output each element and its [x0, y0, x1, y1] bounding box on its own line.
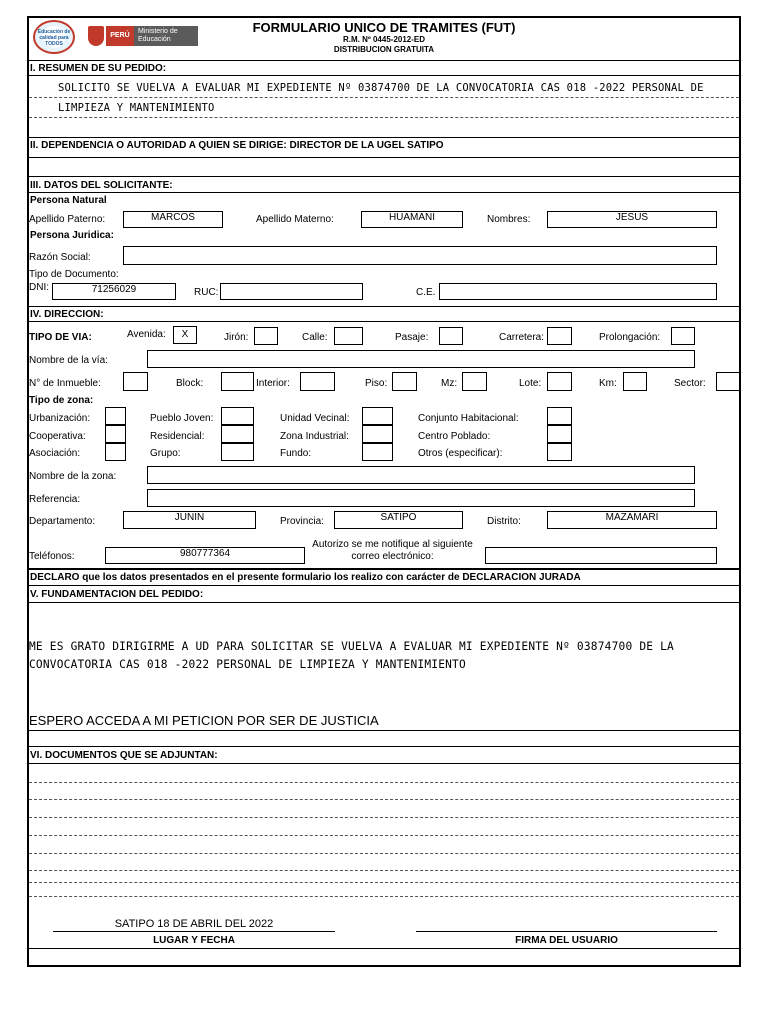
provincia-field[interactable]: SATIPO	[334, 511, 463, 529]
dotted-line	[29, 782, 739, 783]
carretera-label: Carretera:	[499, 332, 545, 343]
fundo-checkbox[interactable]	[362, 443, 393, 461]
grupo-label: Grupo:	[150, 448, 181, 459]
place-date-line	[53, 931, 335, 932]
sector-field[interactable]	[716, 372, 740, 391]
property-number-label: N° de Inmueble:	[29, 378, 101, 389]
dotted-line	[29, 817, 739, 818]
notify-label-line-1: Autorizo se me notifique al siguiente	[312, 539, 473, 550]
paterno-label: Apellido Paterno:	[29, 214, 106, 225]
ministry-logo: Ministerio de Educación	[134, 26, 198, 46]
ruc-field[interactable]	[220, 283, 363, 300]
dni-field[interactable]: 71256029	[52, 283, 176, 300]
divider	[27, 585, 741, 586]
ce-field[interactable]	[439, 283, 717, 300]
property-number-field[interactable]	[123, 372, 148, 391]
dni-label: DNI:	[29, 282, 49, 293]
zone-name-field[interactable]	[147, 466, 695, 484]
divider	[27, 306, 741, 307]
via-name-field[interactable]	[147, 350, 695, 368]
block-field[interactable]	[221, 372, 254, 391]
summary-line-1: SOLICITO SE VUELVA A EVALUAR MI EXPEDIENTE Nº 03874700 DE LA CONVOCATORIA CAS 018 -2022 PERSONAL DE	[58, 82, 704, 94]
divider	[27, 948, 741, 949]
calle-checkbox[interactable]	[334, 327, 363, 345]
ce-label: C.E.	[416, 287, 436, 298]
materno-field[interactable]: HUAMANI	[361, 211, 463, 228]
conjunto-label: Conjunto Habitacional:	[418, 413, 519, 424]
rm-number: R.M. Nº 0445-2012-ED	[342, 35, 426, 44]
block-label: Block:	[176, 378, 204, 389]
divider	[27, 75, 741, 76]
zona-industrial-checkbox[interactable]	[362, 425, 393, 443]
place-date-value: SATIPO 18 DE ABRIL DEL 2022	[114, 918, 274, 930]
distrito-field[interactable]: MAZAMARI	[547, 511, 717, 529]
nombres-field[interactable]: JESUS	[547, 211, 717, 228]
foundation-line-2: CONVOCATORIA CAS 018 -2022 PERSONAL DE LIMPIEZA Y MANTENIMIENTO	[29, 658, 466, 671]
otros-checkbox[interactable]	[547, 443, 572, 461]
prolongacion-label: Prolongación:	[599, 332, 661, 343]
section-1-title: I. RESUMEN DE SU PEDIDO:	[30, 63, 167, 74]
km-field[interactable]	[623, 372, 647, 391]
divider	[27, 746, 741, 747]
peru-logo: PERÚ	[106, 26, 134, 46]
dotted-line	[29, 896, 739, 897]
place-date-label: LUGAR Y FECHA	[153, 935, 235, 946]
lote-label: Lote:	[519, 378, 542, 389]
referencia-label: Referencia:	[29, 494, 81, 505]
jiron-label: Jirón:	[224, 332, 249, 343]
telefonos-field[interactable]: 980777364	[105, 547, 305, 564]
divider	[27, 763, 741, 764]
zone-name-label: Nombre de la zona:	[29, 471, 117, 482]
km-label: Km:	[599, 378, 617, 389]
grupo-checkbox[interactable]	[221, 443, 254, 461]
distribution-note: DISTRIBUCION GRATUITA	[333, 45, 435, 54]
zona-industrial-label: Zona Industrial:	[280, 431, 349, 442]
jiron-checkbox[interactable]	[254, 327, 278, 345]
asociacion-label: Asociación:	[29, 448, 81, 459]
pasaje-checkbox[interactable]	[439, 327, 463, 345]
via-name-label: Nombre de la vía:	[29, 355, 108, 366]
divider	[27, 60, 741, 61]
nombres-label: Nombres:	[487, 214, 531, 225]
fundo-label: Fundo:	[280, 448, 312, 459]
distrito-label: Distrito:	[487, 516, 521, 527]
mz-field[interactable]	[462, 372, 487, 391]
departamento-label: Departamento:	[29, 516, 96, 527]
razon-label: Razón Social:	[29, 252, 91, 263]
sworn-declaration: DECLARO que los datos presentados en el presente formulario los realizo con carácter de DECLARACION JURADA	[30, 572, 581, 583]
natural-person-title: Persona Natural	[30, 195, 107, 206]
pueblo-joven-label: Pueblo Joven:	[150, 413, 214, 424]
via-type-label: TIPO DE VIA:	[29, 332, 92, 343]
dotted-line	[29, 853, 739, 854]
pasaje-label: Pasaje:	[395, 332, 429, 343]
residencial-checkbox[interactable]	[221, 425, 254, 443]
referencia-field[interactable]	[147, 489, 695, 507]
urbanizacion-checkbox[interactable]	[105, 407, 126, 425]
notify-label-line-2: correo electrónico:	[351, 551, 434, 562]
centro-poblado-checkbox[interactable]	[547, 425, 572, 443]
prolongacion-checkbox[interactable]	[671, 327, 695, 345]
divider	[27, 137, 741, 138]
legal-person-title: Persona Juridica:	[30, 230, 114, 241]
section-4-title: IV. DIRECCION:	[30, 309, 104, 320]
unidad-vecinal-checkbox[interactable]	[362, 407, 393, 425]
coat-of-arms-icon	[88, 26, 104, 46]
doc-type-label: Tipo de Documento:	[29, 269, 119, 280]
divider	[27, 602, 741, 603]
education-logo-text: Educación de calidad para TODOS	[37, 29, 71, 47]
pueblo-joven-checkbox[interactable]	[221, 407, 254, 425]
sector-label: Sector:	[674, 378, 706, 389]
divider	[27, 176, 741, 177]
piso-field[interactable]	[392, 372, 417, 391]
foundation-line-1: ME ES GRATO DIRIGIRME A UD PARA SOLICITAR SE VUELVA A EVALUAR MI EXPEDIENTE Nº 03874700 DE LA	[29, 640, 674, 653]
email-field[interactable]	[485, 547, 717, 564]
piso-label: Piso:	[365, 378, 388, 389]
signature-label: FIRMA DEL USUARIO	[515, 935, 618, 946]
divider	[27, 157, 741, 158]
divider	[27, 321, 741, 322]
conjunto-checkbox[interactable]	[547, 407, 572, 425]
carretera-checkbox[interactable]	[547, 327, 572, 345]
unidad-vecinal-label: Unidad Vecinal:	[280, 413, 350, 424]
dotted-line	[29, 882, 739, 883]
divider	[27, 568, 741, 570]
asociacion-checkbox[interactable]	[105, 443, 126, 461]
cooperativa-label: Cooperativa:	[29, 431, 86, 442]
section-6-title: VI. DOCUMENTOS QUE SE ADJUNTAN:	[30, 750, 218, 761]
provincia-label: Provincia:	[280, 516, 324, 527]
ruc-label: RUC:	[194, 287, 219, 298]
centro-poblado-label: Centro Poblado:	[418, 431, 491, 442]
paterno-field[interactable]: MARCOS	[123, 211, 223, 228]
section-5-title: V. FUNDAMENTACION DEL PEDIDO:	[30, 589, 204, 600]
foundation-line-3: ESPERO ACCEDA A MI PETICION POR SER DE JUSTICIA	[29, 713, 379, 728]
dotted-line	[29, 117, 739, 118]
urbanizacion-label: Urbanización:	[29, 413, 91, 424]
dotted-line	[29, 835, 739, 836]
otros-label: Otros (especificar):	[418, 448, 503, 459]
departamento-field[interactable]: JUNIN	[123, 511, 256, 529]
divider	[27, 730, 741, 731]
dotted-line	[29, 870, 739, 871]
cooperativa-checkbox[interactable]	[105, 425, 126, 443]
summary-line-2: LIMPIEZA Y MANTENIMIENTO	[58, 102, 215, 114]
section-3-title: III. DATOS DEL SOLICITANTE:	[30, 180, 173, 191]
section-2-title: II. DEPENDENCIA O AUTORIDAD A QUIEN SE DIRIGE: DIRECTOR DE LA UGEL SATIPO	[30, 140, 444, 151]
form-title: FORMULARIO UNICO DE TRAMITES (FUT)	[252, 20, 516, 35]
materno-label: Apellido Materno:	[256, 214, 334, 225]
avenida-label: Avenida:	[127, 329, 166, 340]
telefonos-label: Teléfonos:	[29, 551, 75, 562]
interior-field[interactable]	[300, 372, 335, 391]
mz-label: Mz:	[441, 378, 458, 389]
dotted-line	[29, 799, 739, 800]
calle-label: Calle:	[302, 332, 328, 343]
residencial-label: Residencial:	[150, 431, 205, 442]
interior-label: Interior:	[256, 378, 290, 389]
divider	[27, 192, 741, 193]
lote-field[interactable]	[547, 372, 572, 391]
zone-type-label: Tipo de zona:	[29, 395, 94, 406]
signature-line[interactable]	[416, 931, 717, 932]
dotted-line	[29, 97, 739, 98]
avenida-checkbox[interactable]: X	[173, 326, 197, 344]
razon-field[interactable]	[123, 246, 717, 265]
